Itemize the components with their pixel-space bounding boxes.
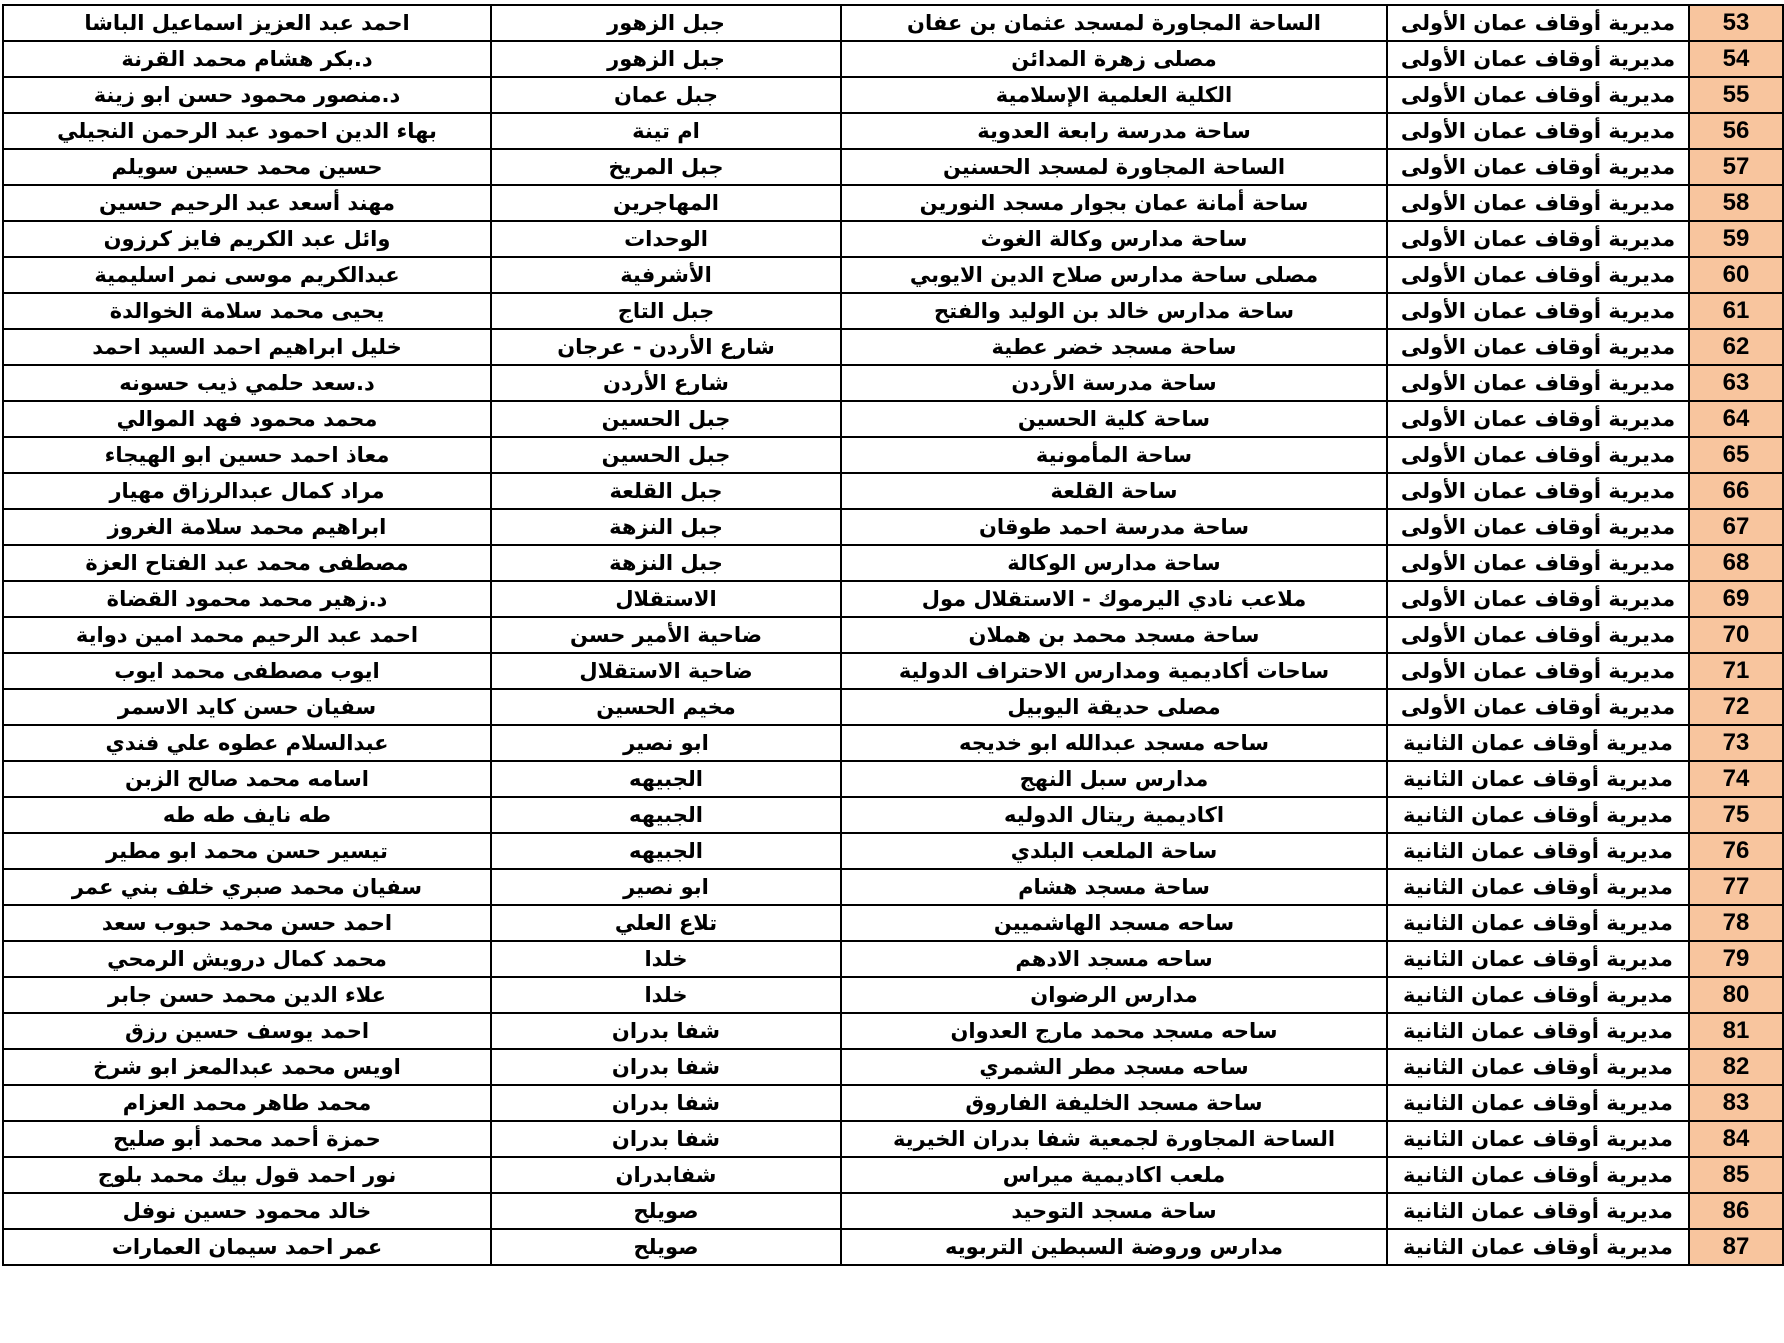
prayer-site-cell: ساحة مسجد الخليفة الفاروق: [841, 1085, 1387, 1121]
table-row: [3, 329, 1783, 365]
directorate-cell: مديرية أوقاف عمان الثانية: [1387, 1085, 1689, 1121]
table-row: [3, 221, 1783, 257]
prayer-site-cell: مصلى ساحة مدارس صلاح الدين الايوبي: [841, 257, 1387, 293]
prayer-site-cell: ساحة مسجد هشام: [841, 869, 1387, 905]
prayer-site-cell: ساحات أكاديمية ومدارس الاحتراف الدولية: [841, 653, 1387, 689]
imam-name-cell: عبدالكريم موسى نمر اسليمية: [3, 257, 491, 293]
row-number-cell: 87: [1689, 1229, 1783, 1265]
imam-name-cell: محمد طاهر محمد العزام: [3, 1085, 491, 1121]
row-number-cell: 76: [1689, 833, 1783, 869]
table-row: [3, 437, 1783, 473]
prayer-site-cell: ساحه مسجد عبدالله ابو خديجه: [841, 725, 1387, 761]
imam-name-cell: نور احمد قول بيك محمد بلوج: [3, 1157, 491, 1193]
area-cell: شفا بدران: [491, 1049, 841, 1085]
area-cell: جبل الحسين: [491, 437, 841, 473]
prayer-site-cell: الساحة المجاورة لمسجد الحسنين: [841, 149, 1387, 185]
imam-name-cell: اسامه محمد صالح الزبن: [3, 761, 491, 797]
table-row: [3, 617, 1783, 653]
table-row: [3, 1013, 1783, 1049]
row-number-cell: 79: [1689, 941, 1783, 977]
prayer-site-cell: ساحة مسجد التوحيد: [841, 1193, 1387, 1229]
row-number-cell: 72: [1689, 689, 1783, 725]
area-cell: ابو نصير: [491, 869, 841, 905]
directorate-cell: مديرية أوقاف عمان الثانية: [1387, 833, 1689, 869]
row-number-cell: 82: [1689, 1049, 1783, 1085]
row-number-cell: 73: [1689, 725, 1783, 761]
area-cell: صويلح: [491, 1229, 841, 1265]
imam-name-cell: محمد كمال درويش الرمحي: [3, 941, 491, 977]
prayer-site-cell: الكلية العلمية الإسلامية: [841, 77, 1387, 113]
row-number-cell: 68: [1689, 545, 1783, 581]
area-cell: جبل الزهور: [491, 5, 841, 41]
imam-name-cell: طه نايف طه طه: [3, 797, 491, 833]
imam-name-cell: علاء الدين محمد حسن جابر: [3, 977, 491, 1013]
imam-name-cell: د.زهير محمد محمود القضاة: [3, 581, 491, 617]
table-row: [3, 1229, 1783, 1265]
area-cell: الجبيهه: [491, 797, 841, 833]
table-row: [3, 905, 1783, 941]
row-number-cell: 55: [1689, 77, 1783, 113]
imam-name-cell: حمزة أحمد محمد أبو صليح: [3, 1121, 491, 1157]
area-cell: شفا بدران: [491, 1121, 841, 1157]
directorate-cell: مديرية أوقاف عمان الثانية: [1387, 869, 1689, 905]
area-cell: جبل النزهة: [491, 509, 841, 545]
prayer-site-cell: ساحة كلية الحسين: [841, 401, 1387, 437]
table-row: [3, 113, 1783, 149]
imam-name-cell: تيسير حسن محمد ابو مطير: [3, 833, 491, 869]
table-row: [3, 725, 1783, 761]
directorate-cell: مديرية أوقاف عمان الأولى: [1387, 185, 1689, 221]
area-cell: الجبيهه: [491, 833, 841, 869]
prayer-site-cell: ساحه مسجد محمد مارج العدوان: [841, 1013, 1387, 1049]
row-number-cell: 71: [1689, 653, 1783, 689]
table-row: [3, 581, 1783, 617]
imam-name-cell: احمد عبد العزيز اسماعيل الباشا: [3, 5, 491, 41]
row-number-cell: 84: [1689, 1121, 1783, 1157]
row-number-cell: 85: [1689, 1157, 1783, 1193]
area-cell: الجبيهه: [491, 761, 841, 797]
prayer-site-cell: ساحة القلعة: [841, 473, 1387, 509]
prayer-site-cell: مدارس سبل النهج: [841, 761, 1387, 797]
prayer-site-cell: ساحه مسجد الهاشميين: [841, 905, 1387, 941]
imam-name-cell: يحيى محمد سلامة الخوالدة: [3, 293, 491, 329]
area-cell: جبل الحسين: [491, 401, 841, 437]
area-cell: شارع الأردن: [491, 365, 841, 401]
imam-name-cell: خليل ابراهيم احمد السيد احمد: [3, 329, 491, 365]
prayer-site-cell: ساحة مسجد محمد بن هملان: [841, 617, 1387, 653]
area-cell: جبل المريخ: [491, 149, 841, 185]
prayer-site-cell: اكاديمية ريتال الدوليه: [841, 797, 1387, 833]
directorate-cell: مديرية أوقاف عمان الأولى: [1387, 653, 1689, 689]
table-row: [3, 869, 1783, 905]
row-number-cell: 81: [1689, 1013, 1783, 1049]
table-row: [3, 473, 1783, 509]
directorate-cell: مديرية أوقاف عمان الأولى: [1387, 617, 1689, 653]
imam-name-cell: حسين محمد حسين سويلم: [3, 149, 491, 185]
prayer-site-cell: ساحة الملعب البلدي: [841, 833, 1387, 869]
imam-name-cell: سفيان محمد صبري خلف بني عمر: [3, 869, 491, 905]
directorate-cell: مديرية أوقاف عمان الأولى: [1387, 149, 1689, 185]
imam-name-cell: سفيان حسن كايد الاسمر: [3, 689, 491, 725]
prayer-site-cell: ساحه مسجد مطر الشمري: [841, 1049, 1387, 1085]
row-number-cell: 58: [1689, 185, 1783, 221]
imam-name-cell: بهاء الدين احمود عبد الرحمن النجيلي: [3, 113, 491, 149]
table-row: [3, 941, 1783, 977]
prayer-site-cell: مصلى حديقة اليوبيل: [841, 689, 1387, 725]
table-row: [3, 509, 1783, 545]
row-number-cell: 70: [1689, 617, 1783, 653]
row-number-cell: 86: [1689, 1193, 1783, 1229]
prayer-site-cell: ساحة مدرسة الأردن: [841, 365, 1387, 401]
imam-name-cell: مراد كمال عبدالرزاق مهيار: [3, 473, 491, 509]
prayer-site-cell: ملعب اكاديمية ميراس: [841, 1157, 1387, 1193]
area-cell: الاستقلال: [491, 581, 841, 617]
directorate-cell: مديرية أوقاف عمان الأولى: [1387, 221, 1689, 257]
table-row: [3, 257, 1783, 293]
area-cell: جبل الزهور: [491, 41, 841, 77]
imam-name-cell: د.منصور محمود حسن ابو زينة: [3, 77, 491, 113]
imam-name-cell: وائل عبد الكريم فايز كرزون: [3, 221, 491, 257]
directorate-cell: مديرية أوقاف عمان الأولى: [1387, 437, 1689, 473]
table-row: [3, 293, 1783, 329]
directorate-cell: مديرية أوقاف عمان الأولى: [1387, 509, 1689, 545]
row-number-cell: 65: [1689, 437, 1783, 473]
table-row: [3, 41, 1783, 77]
directorate-cell: مديرية أوقاف عمان الأولى: [1387, 5, 1689, 41]
directorate-cell: مديرية أوقاف عمان الأولى: [1387, 545, 1689, 581]
table-body: [3, 5, 1783, 1265]
directorate-cell: مديرية أوقاف عمان الأولى: [1387, 257, 1689, 293]
prayer-site-cell: ساحة مدرسة احمد طوقان: [841, 509, 1387, 545]
directorate-cell: مديرية أوقاف عمان الأولى: [1387, 401, 1689, 437]
row-number-cell: 77: [1689, 869, 1783, 905]
directorate-cell: مديرية أوقاف عمان الثانية: [1387, 725, 1689, 761]
imam-name-cell: مصطفى محمد عبد الفتاح العزة: [3, 545, 491, 581]
prayer-site-cell: ساحة مدارس الوكالة: [841, 545, 1387, 581]
area-cell: خلدا: [491, 977, 841, 1013]
imam-name-cell: ابراهيم محمد سلامة الغروز: [3, 509, 491, 545]
area-cell: جبل عمان: [491, 77, 841, 113]
row-number-cell: 56: [1689, 113, 1783, 149]
row-number-cell: 78: [1689, 905, 1783, 941]
imam-name-cell: احمد حسن محمد حبوب سعد: [3, 905, 491, 941]
prayer-site-cell: ساحه مسجد الادهم: [841, 941, 1387, 977]
area-cell: مخيم الحسين: [491, 689, 841, 725]
area-cell: الأشرفية: [491, 257, 841, 293]
directorate-cell: مديرية أوقاف عمان الثانية: [1387, 797, 1689, 833]
prayer-site-cell: مدارس وروضة السبطين التربويه: [841, 1229, 1387, 1265]
directorate-cell: مديرية أوقاف عمان الثانية: [1387, 1013, 1689, 1049]
table-row: [3, 5, 1783, 41]
directorate-cell: مديرية أوقاف عمان الثانية: [1387, 1193, 1689, 1229]
area-cell: جبل التاج: [491, 293, 841, 329]
row-number-cell: 83: [1689, 1085, 1783, 1121]
row-number-cell: 74: [1689, 761, 1783, 797]
directorate-cell: مديرية أوقاف عمان الأولى: [1387, 365, 1689, 401]
area-cell: شفا بدران: [491, 1085, 841, 1121]
area-cell: شفابدران: [491, 1157, 841, 1193]
table-row: [3, 1157, 1783, 1193]
imam-name-cell: ايوب مصطفى محمد ايوب: [3, 653, 491, 689]
prayer-site-cell: ساحة أمانة عمان بجوار مسجد النورين: [841, 185, 1387, 221]
directorate-cell: مديرية أوقاف عمان الثانية: [1387, 1121, 1689, 1157]
directorate-cell: مديرية أوقاف عمان الثانية: [1387, 1157, 1689, 1193]
table-row: [3, 1085, 1783, 1121]
imam-name-cell: د.سعد حلمي ذيب حسونه: [3, 365, 491, 401]
directorate-cell: مديرية أوقاف عمان الثانية: [1387, 905, 1689, 941]
directorate-cell: مديرية أوقاف عمان الثانية: [1387, 941, 1689, 977]
assignment-table: [2, 4, 1784, 1266]
row-number-cell: 54: [1689, 41, 1783, 77]
area-cell: شارع الأردن - عرجان: [491, 329, 841, 365]
directorate-cell: مديرية أوقاف عمان الأولى: [1387, 689, 1689, 725]
prayer-site-cell: مدارس الرضوان: [841, 977, 1387, 1013]
area-cell: جبل القلعة: [491, 473, 841, 509]
area-cell: خلدا: [491, 941, 841, 977]
prayer-site-cell: الساحة المجاورة لمسجد عثمان بن عفان: [841, 5, 1387, 41]
table-row: [3, 977, 1783, 1013]
row-number-cell: 60: [1689, 257, 1783, 293]
directorate-cell: مديرية أوقاف عمان الأولى: [1387, 293, 1689, 329]
imam-name-cell: عبدالسلام عطوه علي فندي: [3, 725, 491, 761]
table-row: [3, 1049, 1783, 1085]
row-number-cell: 64: [1689, 401, 1783, 437]
table-row: [3, 1121, 1783, 1157]
directorate-cell: مديرية أوقاف عمان الثانية: [1387, 1229, 1689, 1265]
directorate-cell: مديرية أوقاف عمان الثانية: [1387, 761, 1689, 797]
table-row: [3, 185, 1783, 221]
prayer-site-cell: ساحة مدرسة رابعة العدوية: [841, 113, 1387, 149]
prayer-site-cell: ساحة مدارس خالد بن الوليد والفتح: [841, 293, 1387, 329]
area-cell: جبل النزهة: [491, 545, 841, 581]
directorate-cell: مديرية أوقاف عمان الثانية: [1387, 977, 1689, 1013]
row-number-cell: 61: [1689, 293, 1783, 329]
table-row: [3, 833, 1783, 869]
area-cell: المهاجرين: [491, 185, 841, 221]
directorate-cell: مديرية أوقاف عمان الأولى: [1387, 77, 1689, 113]
prayer-site-cell: ساحة مسجد خضر عطية: [841, 329, 1387, 365]
table-row: [3, 545, 1783, 581]
area-cell: شفا بدران: [491, 1013, 841, 1049]
directorate-cell: مديرية أوقاف عمان الأولى: [1387, 329, 1689, 365]
prayer-site-cell: ساحة المأمونية: [841, 437, 1387, 473]
row-number-cell: 53: [1689, 5, 1783, 41]
prayer-site-cell: الساحة المجاورة لجمعية شفا بدران الخيرية: [841, 1121, 1387, 1157]
prayer-site-cell: ملاعب نادي اليرموك - الاستقلال مول: [841, 581, 1387, 617]
prayer-site-cell: ساحة مدارس وكالة الغوث: [841, 221, 1387, 257]
row-number-cell: 69: [1689, 581, 1783, 617]
imam-name-cell: خالد محمود حسين نوفل: [3, 1193, 491, 1229]
directorate-cell: مديرية أوقاف عمان الأولى: [1387, 113, 1689, 149]
imam-name-cell: محمد محمود فهد الموالي: [3, 401, 491, 437]
area-cell: ضاحية الاستقلال: [491, 653, 841, 689]
imam-name-cell: عمر احمد سيمان العمارات: [3, 1229, 491, 1265]
prayer-site-cell: مصلى زهرة المدائن: [841, 41, 1387, 77]
table-row: [3, 1193, 1783, 1229]
imam-name-cell: معاذ احمد حسين ابو الهيجاء: [3, 437, 491, 473]
area-cell: ضاحية الأمير حسن: [491, 617, 841, 653]
table-row: [3, 149, 1783, 185]
row-number-cell: 62: [1689, 329, 1783, 365]
imam-name-cell: د.بكر هشام محمد القرنة: [3, 41, 491, 77]
area-cell: الوحدات: [491, 221, 841, 257]
area-cell: ابو نصير: [491, 725, 841, 761]
directorate-cell: مديرية أوقاف عمان الثانية: [1387, 1049, 1689, 1085]
row-number-cell: 59: [1689, 221, 1783, 257]
directorate-cell: مديرية أوقاف عمان الأولى: [1387, 581, 1689, 617]
row-number-cell: 66: [1689, 473, 1783, 509]
table-row: [3, 797, 1783, 833]
imam-name-cell: اويس محمد عبدالمعز ابو شرخ: [3, 1049, 491, 1085]
row-number-cell: 63: [1689, 365, 1783, 401]
directorate-cell: مديرية أوقاف عمان الأولى: [1387, 473, 1689, 509]
area-cell: صويلح: [491, 1193, 841, 1229]
imam-name-cell: احمد عبد الرحيم محمد امين دواية: [3, 617, 491, 653]
imam-name-cell: احمد يوسف حسين رزق: [3, 1013, 491, 1049]
table-row: [3, 653, 1783, 689]
row-number-cell: 75: [1689, 797, 1783, 833]
row-number-cell: 67: [1689, 509, 1783, 545]
row-number-cell: 80: [1689, 977, 1783, 1013]
table-row: [3, 365, 1783, 401]
row-number-cell: 57: [1689, 149, 1783, 185]
table-row: [3, 689, 1783, 725]
table-row: [3, 401, 1783, 437]
directorate-cell: مديرية أوقاف عمان الأولى: [1387, 41, 1689, 77]
area-cell: تلاع العلي: [491, 905, 841, 941]
table-row: [3, 761, 1783, 797]
table-row: [3, 77, 1783, 113]
imam-name-cell: مهند أسعد عبد الرحيم حسين: [3, 185, 491, 221]
area-cell: ام تينة: [491, 113, 841, 149]
